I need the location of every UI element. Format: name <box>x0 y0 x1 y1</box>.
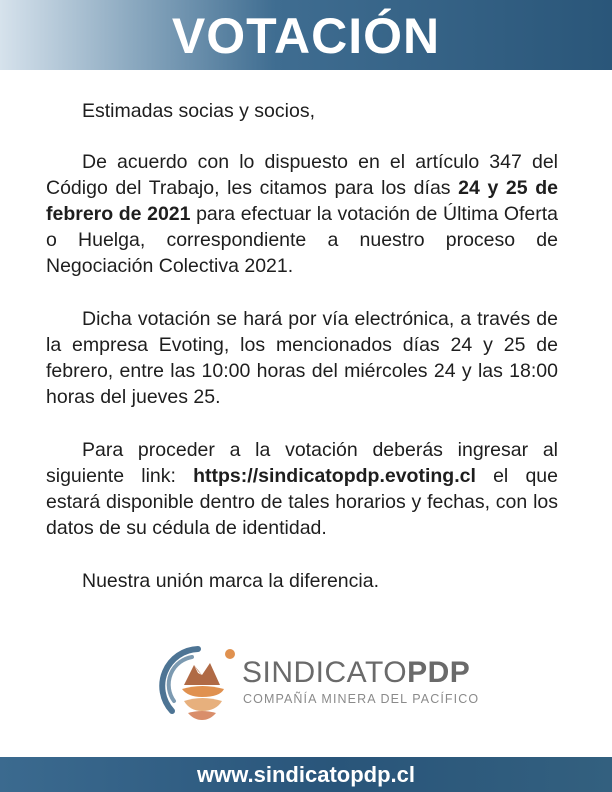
paragraph-dates-text-b: para efectuar la votación de Última Oferta o Huelga, correspondiente a nuestro proceso de Negociación Colectiva 2021. <box>46 203 559 277</box>
mountain-emblem-icon <box>158 645 240 727</box>
paragraph-dates <box>46 149 558 279</box>
voting-link[interactable]: https://sindicatopdp.evoting.cl <box>193 465 476 487</box>
paragraph-link-text-a: Para proceder a la votación deberás ingresar al siguiente link: <box>46 439 558 487</box>
logo-name-regular: SINDICATO <box>242 656 408 689</box>
union-logo <box>158 645 480 727</box>
paragraph-link-text-b: el que estará disponible dentro de tales horarios y fechas, con los datos de su cédula de identidad. <box>46 465 558 539</box>
paragraph-method: Dicha votación se hará por vía electrónica, a través de la empresa Evoting, los mencionados días 24 y 25 de febrero, entre las 10:00 horas del miércoles 24 y las 18:00 horas del jueves 25. <box>46 308 558 408</box>
footer-banner <box>0 757 612 792</box>
paragraph-dates-text-a: De acuerdo con lo dispuesto en el artículo 347 del Código del Trabajo, les citamos para los días <box>46 151 558 199</box>
salutation: Estimadas socias y socios, <box>82 100 316 122</box>
closing-line: Nuestra unión marca la diferencia. <box>82 570 379 592</box>
voting-dates: 24 y 25 de febrero de 2021 <box>46 177 558 225</box>
letter-body <box>46 98 558 621</box>
website-link[interactable]: www.sindicatopdp.cl <box>197 762 415 787</box>
logo-wordmark <box>242 657 470 689</box>
paragraph-link <box>46 437 558 541</box>
logo-name-bold: PDP <box>407 656 471 689</box>
logo-subtitle: COMPAÑÍA MINERA DEL PACÍFICO <box>243 692 480 706</box>
header-banner <box>0 0 612 70</box>
page-title: VOTACIÓN <box>171 8 441 64</box>
